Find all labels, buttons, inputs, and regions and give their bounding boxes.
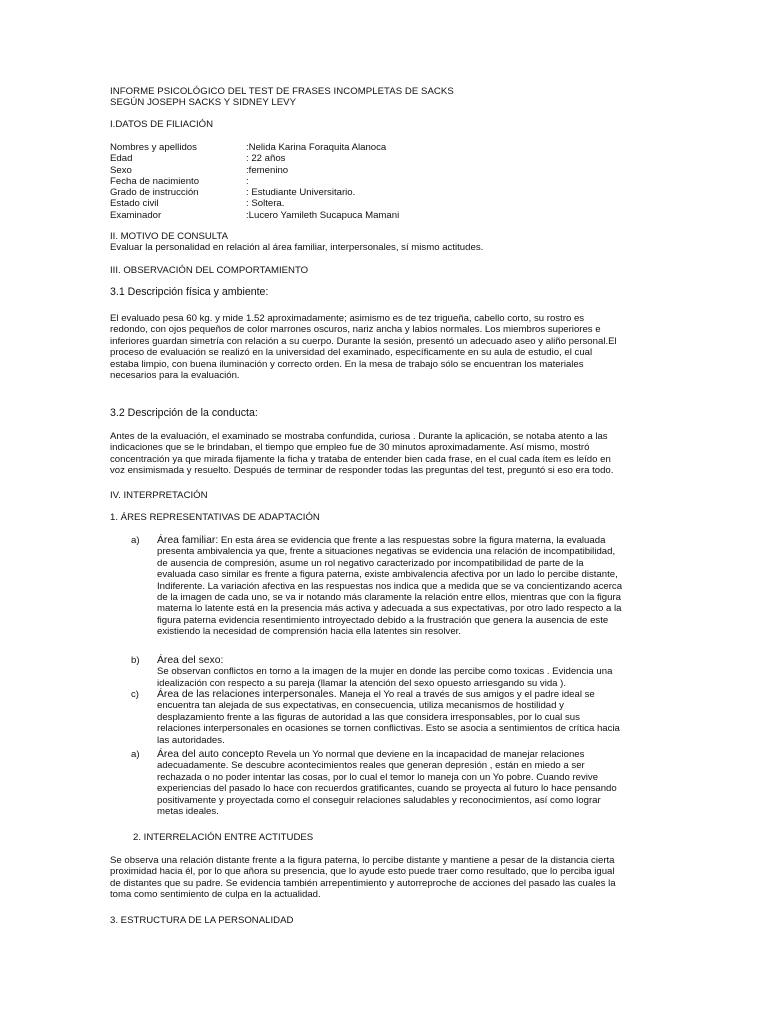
list-marker: a)	[131, 749, 140, 760]
field-label: Examinador	[110, 209, 162, 221]
text-line: Antes de la evaluación, el examinado se mostraba confundida, curiosa . Durante la aplicación, se notaba atento a las	[110, 431, 608, 442]
field-row	[110, 142, 658, 153]
text-line: Se observa una relación distante frente a la figura paterna, lo percibe distante y mantiene a pesar de la distancia cierta	[110, 855, 615, 866]
filiation-fields	[110, 142, 658, 221]
field-label: Grado de instrucción	[110, 187, 199, 199]
subheading-descripcion-fisica: 3.1 Descripción física y ambiente:	[110, 286, 269, 298]
text-line: proceso de evaluación se realizó en la universidad del examinado, específicamente en su aula de estudio, el cual	[110, 347, 593, 359]
list-item	[131, 689, 658, 746]
list-item	[131, 655, 658, 689]
text-line: Indiferente. La variación afectiva en las respuestas nos indica que a medida que se va concientizando acerca	[157, 580, 623, 592]
list-item	[131, 535, 658, 638]
text-line: de distantes que su padre. Se evidencia también arrepentimiento y autorreproche de acciones del pasado las cuales la	[110, 877, 616, 889]
field-row	[110, 187, 658, 198]
text-line: evaluada caso similar es frente a figura paterna, existe ambivalencia afectiva por un lado lo percibe distante,	[157, 569, 618, 581]
list-item	[131, 749, 658, 817]
report-title	[110, 86, 658, 108]
field-value: :Lucero Yamileth Sucapuca Mamani	[246, 209, 400, 221]
text-line: de ausencia de compresión, asume un rol negativo caracterizado por incompatibilidad de parte de la	[157, 557, 584, 569]
field-label: Sexo	[110, 164, 132, 176]
text-line: inferiores guardan simetría con relación a su cuerpo. Durante la sesión, presentó un adecuado aseo y aliño personal.El	[110, 335, 617, 347]
text-line: concentración ya que mirada fijamente la ficha y trataba de entender bien cada frase, en el cual cada ítem es leído en	[110, 453, 611, 465]
field-row	[110, 176, 658, 187]
text-line: materna lo latente está en la presencia más activa y adecuada a sus expectativas, por otro lado respecto a la	[157, 603, 622, 615]
text-line: existiendo la necesidad de comprensión hacia ella latentes sin resolver.	[157, 626, 461, 638]
list-marker: c)	[131, 689, 139, 700]
field-value: :	[246, 175, 249, 187]
field-label: Fecha de nacimiento	[110, 175, 200, 187]
field-value: :femenino	[246, 164, 289, 176]
text-line: redondo, con ojos pequeños de color marrones oscuros, nariz ancha y labios normales. Los miembros superiores e	[110, 324, 601, 336]
paragraph-interrelacion	[110, 855, 658, 901]
section-heading-motivo: II. MOTIVO DE CONSULTA	[110, 231, 228, 242]
text-line: voz ensimismada y resuelto. Después de terminar de responder todas las preguntas del test, preguntó si eso era todo.	[110, 465, 614, 477]
section-heading-observacion: III. OBSERVACIÓN DEL COMPORTAMIENTO	[110, 265, 309, 276]
text-line: estaba limpio, con buena iluminación y correcto orden. En la mesa de trabajo sólo se encuentran los materiales	[110, 358, 584, 370]
text-line: Se observan conflictos en torno a la imagen de la mujer en donde las percibe como toxicas . Evidencia una	[157, 666, 613, 678]
section-heading-datos: I.DATOS DE FILIACIÓN	[110, 119, 214, 130]
subheading-interrelacion: 2. INTERRELACIÓN ENTRE ACTITUDES	[133, 832, 314, 843]
motivo-text: Evaluar la personalidad en relación al área familiar, interpersonales, sí mismo actitudes.	[110, 242, 484, 253]
list-marker: a)	[131, 535, 140, 546]
text-line: desplazamiento frente a las figuras de autoridad a las que considera irresponsables, por lo cual sus	[157, 711, 580, 723]
text-line: necesarios para la evaluación.	[110, 370, 240, 382]
text-line: experiencias del pasado lo hace con recuerdos gratificantes, cuando se proyecta al futuro lo hace pensando	[157, 783, 617, 795]
text-line: presenta ambivalencia ya que, frente a situaciones negativas se evidencia una relación de incompatibilidad,	[157, 546, 616, 558]
text-line: rechazada o no poder intentar las cosas, por lo cual el temor lo maneja con un Yo pobre. Cuando revive	[157, 771, 599, 783]
text-line: idealización con respecto a su pareja (llamar la atención del sexo opuesto arriesgando su vida ).	[157, 677, 567, 689]
text-line: indicaciones que se le brindaban, el tiempo que empleo fue de 30 minutos aproximadamente. Así mismo, mostró	[110, 442, 590, 454]
section-heading-interpretacion: IV. INTERPRETACIÓN	[110, 490, 208, 501]
item-lead: Área de las relaciones interpersonales.	[157, 689, 337, 700]
text-line: adecuadamente. Se descubre acontecimientos reales que generan depresión , están en miedo a ser	[157, 760, 585, 772]
text-line: metas ideales.	[157, 806, 219, 818]
list-marker: b)	[131, 655, 140, 666]
field-value: : 22 años	[246, 153, 286, 165]
title-line: INFORME PSICOLÓGICO DEL TEST DE FRASES INCOMPLETAS DE SACKS	[110, 86, 454, 97]
subheading-descripcion-conducta: 3.2 Descripción de la conducta:	[110, 407, 258, 419]
title-line: SEGÚN JOSEPH SACKS Y SIDNEY LEVY	[110, 97, 297, 109]
text-line: figura paterna evidencia resentimiento introyectado debido a la frustración que genera la ausencia de este	[157, 614, 609, 626]
text-line: relaciones interpersonales en ocasiones se tornen conflictivas. Esto se asocia a sentimientos de crítica hacia	[157, 723, 620, 735]
field-value: : Soltera.	[246, 198, 285, 210]
text-line: proximidad hacia él, por lo que añora su presencia, que lo ayude esto puede traer como resultado, que lo perciba igual	[110, 866, 615, 878]
text-line: las autoridades.	[157, 734, 225, 746]
field-row	[110, 210, 658, 221]
field-row	[110, 198, 658, 209]
field-row	[110, 165, 658, 176]
subheading-areas-adaptacion: 1. ÁRES REPRESENTATIVAS DE ADAPTACIÓN	[110, 512, 320, 523]
text-line: En esta área se evidencia que frente a las respuestas sobre la figura materna, la evaluada	[218, 535, 606, 546]
text-line: Revela un Yo normal que deviene en la incapacidad de manejar relaciones	[263, 749, 585, 760]
item-lead: Área del auto concepto	[157, 749, 264, 760]
field-label: Edad	[110, 153, 133, 165]
item-lead: Área del sexo:	[157, 655, 224, 666]
field-label: Estado civil	[110, 198, 159, 210]
text-line: toma como sentimiento de culpa en la actualidad.	[110, 889, 321, 901]
field-label: Nombres y apellidos	[110, 142, 197, 153]
text-line: encuentra tan alejada de sus expectativas, en consecuencia, utiliza mecanismos de hostilidad y	[157, 700, 564, 712]
text-line: Maneja el Yo real a través de sus amigos y el padre ideal se	[336, 689, 595, 700]
paragraph-descripcion-conducta	[110, 431, 658, 477]
item-lead: Área familiar:	[157, 535, 219, 546]
text-line: de la imagen de cada uno, se va ir notando más claramente la relación entre ellos, mientras que con la figura	[157, 592, 621, 604]
paragraph-descripcion-fisica	[110, 313, 658, 381]
subheading-estructura: 3. ESTRUCTURA DE LA PERSONALIDAD	[110, 915, 294, 926]
field-value: :Nelida Karina Foraquita Alanoca	[246, 142, 387, 153]
text-line: El evaluado pesa 60 kg. y mide 1.52 aproximadamente; asimismo es de tez trigueña, cabello corto, su rostro es	[110, 313, 585, 324]
field-row	[110, 153, 658, 164]
field-value: : Estudiante Universitario.	[246, 187, 356, 199]
text-line: positivamente y proyectada como el conseguir relaciones saludables y reconocimientos, así como lograr	[157, 794, 601, 806]
